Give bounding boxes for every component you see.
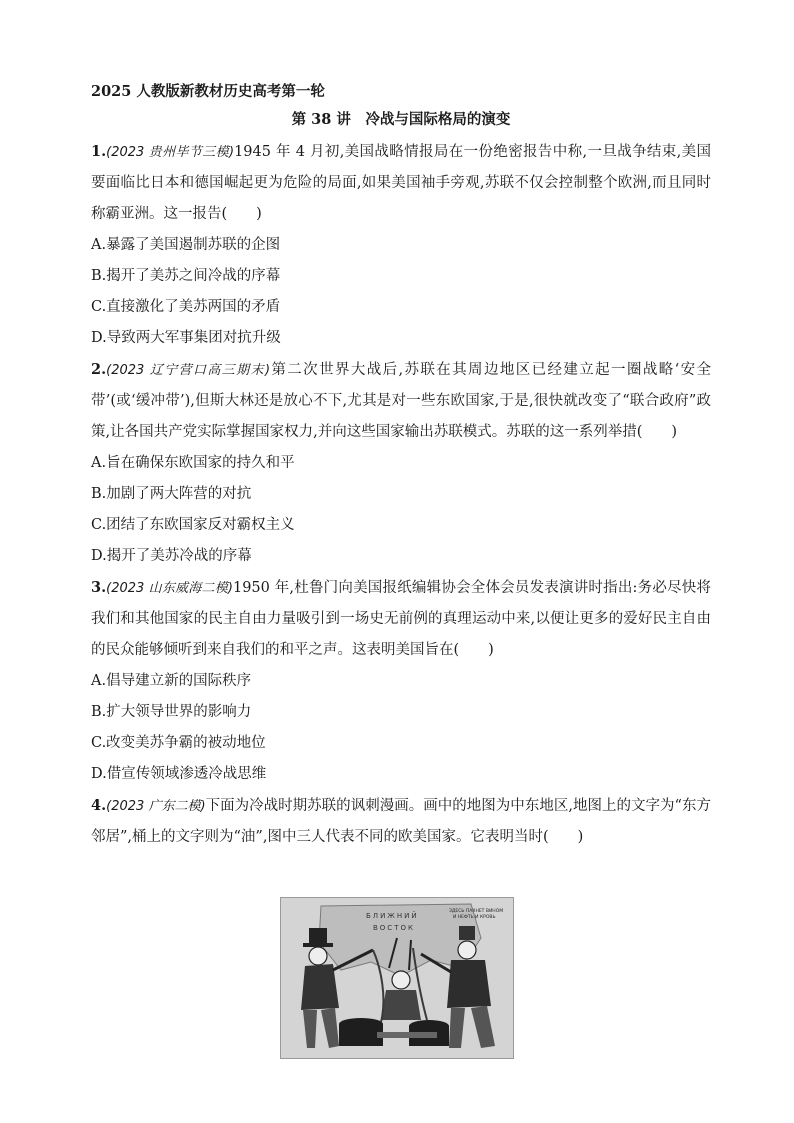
question-text: 下面为冷战时期苏联的讽刺漫画。画中的地图为中东地区,地图上的文字为“东方邻居”,桶上的文字则为“油”,图中三人代表不同的欧美国家。它表明当时( ) (91, 798, 711, 845)
question-stem: 3.(2023 山东威海二模)1950 年,杜鲁门向美国报纸编辑协会全体会员发表演讲时指出:务必尽快将我们和其他国家的民主自由力量吸引到一场史无前例的真理运动中来,以便让更多的爱好民主自由的民众能够倾听到来自我们的和平之声。这表明美国旨在( ) (91, 579, 711, 658)
cartoon-caption-line2: И НЕФТЬ И КРОВЬ (453, 915, 496, 920)
option-d[interactable]: D.揭开了美苏冷战的序幕 (91, 548, 252, 564)
question-source: (2023 山东威海二模) (106, 581, 233, 596)
question-text: 1950 年,杜鲁门向美国报纸编辑协会全体会员发表演讲时指出:务必尽快将我们和其他国家的民主自由力量吸引到一场史无前例的真理运动中来,以便让更多的爱好民主自由的民众能够倾听到来自我们的和平之声。这表明美国旨在( ) (91, 580, 711, 658)
option-b[interactable]: B.加剧了两大阵营的对抗 (91, 486, 252, 502)
question-number: 2 (91, 361, 102, 378)
question-text: 1945 年 4 月初,美国战略情报局在一份绝密报告中称,一旦战争结束,美国要面临比日本和德国崛起更为危险的局面,如果美国袖手旁观,苏联不仅会控制整个欧洲,而且同时称霸亚洲。这一报告( ) (91, 144, 711, 222)
option-c[interactable]: C.团结了东欧国家反对霸权主义 (91, 517, 295, 533)
cartoon-map-text-line2: ВОСТОК (373, 924, 415, 932)
question-4 (91, 790, 711, 853)
satirical-cartoon-image (280, 897, 514, 1059)
lesson-title: 第 38 讲 冷战与国际格局的演变 (291, 111, 511, 128)
question-stem: 4.(2023 广东二模)下面为冷战时期苏联的讽刺漫画。画中的地图为中东地区,地图上的文字为“东方邻居”,桶上的文字则为“油”,图中三人代表不同的欧美国家。它表明当时( ) (91, 797, 711, 845)
option-d[interactable]: D.导致两大军事集团对抗升级 (91, 330, 281, 346)
option-c[interactable]: C.改变美苏争霸的被动地位 (91, 735, 266, 751)
question-source: (2023 广东二模) (106, 799, 206, 814)
page-content (91, 82, 711, 853)
option-b[interactable]: B.扩大领导世界的影响力 (91, 704, 252, 720)
question-number: 4 (91, 797, 102, 814)
option-a[interactable]: A.暴露了美国遏制苏联的企图 (91, 237, 281, 253)
question-number: 1 (91, 143, 102, 160)
question-2 (91, 354, 711, 572)
option-b[interactable]: B.揭开了美苏之间冷战的序幕 (91, 268, 281, 284)
question-source: (2023 辽宁营口高三期末) (106, 363, 271, 378)
question-stem: 1.(2023 贵州毕节三模)1945 年 4 月初,美国战略情报局在一份绝密报告中称,一旦战争结束,美国要面临比日本和德国崛起更为危险的局面,如果美国袖手旁观,苏联不仅会控制整个欧洲,而且同时称霸亚洲。这一报告( ) (91, 143, 711, 222)
document-header: 2025 人教版新教材历史高考第一轮 (91, 83, 325, 100)
question-3 (91, 572, 711, 790)
option-a[interactable]: A.倡导建立新的国际秩序 (91, 673, 252, 689)
option-c[interactable]: C.直接激化了美苏两国的矛盾 (91, 299, 281, 315)
question-text: 第二次世界大战后,苏联在其周边地区已经建立起一圈战略‘安全带’(或‘缓冲带’),但斯大林还是放心不下,尤其是对一些东欧国家,于是,很快就改变了“联合政府”政策,让各国共产党实际掌握国家权力,并向这些国家输出苏联模式。苏联的这一系列举措( ) (91, 362, 711, 440)
option-a[interactable]: A.旨在确保东欧国家的持久和平 (91, 455, 295, 471)
cartoon-map-text-line1: БЛИЖНИЙ (366, 912, 419, 920)
question-1 (91, 136, 711, 354)
cartoon-caption-line1: ЗДЕСЬ ПАХНЕТ ВИНОМ (449, 909, 504, 914)
question-number: 3 (91, 579, 102, 596)
option-d[interactable]: D.借宣传领域渗透冷战思维 (91, 766, 267, 782)
question-source: (2023 贵州毕节三模) (106, 145, 235, 160)
question-stem: 2.(2023 辽宁营口高三期末)第二次世界大战后,苏联在其周边地区已经建立起一圈战略‘安全带’(或‘缓冲带’),但斯大林还是放心不下,尤其是对一些东欧国家,于是,很快就改变了“联合政府”政策,让各国共产党实际掌握国家权力,并向这些国家输出苏联模式。苏联的这一系列举措( ) (91, 361, 711, 440)
